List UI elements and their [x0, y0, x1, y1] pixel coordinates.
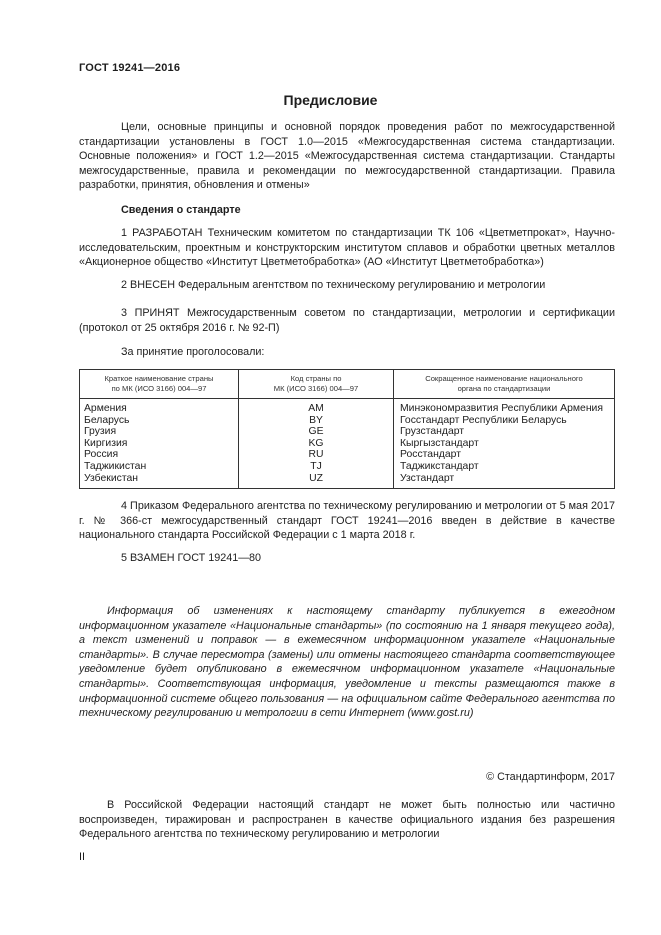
country-name: Грузия: [80, 426, 239, 438]
table-row: [80, 473, 615, 489]
table-row: [80, 415, 615, 427]
item-1-developed-by: 1 РАЗРАБОТАН Техническим комитетом по стандартизации ТК 106 «Цветметпрокат», Научно-исследовательским, проектным и конструкторским институтом сплавов и обработки цветных металлов «Акционерное общество «Институт Цветметобработка» (АО «Институт Цветметобработка»): [79, 227, 615, 269]
table-row: [80, 438, 615, 450]
country-name: Армения: [80, 399, 239, 415]
table-row: [80, 461, 615, 473]
country-name: Таджикистан: [80, 461, 239, 473]
standards-body: Минэкономразвития Республики Армения: [394, 399, 615, 415]
country-name: Беларусь: [80, 415, 239, 427]
standards-body: Росстандарт: [394, 449, 615, 461]
voted-label: За принятие проголосовали:: [121, 346, 265, 358]
country-code: GE: [239, 426, 394, 438]
country-code: AM: [239, 399, 394, 415]
country-code: KG: [239, 438, 394, 450]
copyright-line: © Стандартинформ, 2017: [486, 771, 615, 783]
table-row: [80, 449, 615, 461]
item-3-adopted-by: 3 ПРИНЯТ Межгосударственным советом по стандартизации, метрологии и сертификации (протокол от 25 октября 2016 г. № 92-П): [79, 307, 615, 334]
table-row: [80, 426, 615, 438]
changes-info-notice: Информация об изменениях к настоящему стандарту публикуется в ежегодном информационном указателе «Национальные стандарты» (по состоянию на 1 января текущего года), а текст изменений и поправок — в ежемесячном информационном указателе «Национальные стандарты». В случае пересмотра (замены) или отмены настоящего стандарта соответствующее уведомление будет опубликовано в ежемесячном информационном указателе «Национальные стандарты». Соответствующая информация, уведомление и тексты размещаются также в информационной системе общего пользования — на официальном сайте Федерального агентства по техническому регулированию и метрологии в сети Интернет (www.gost.ru): [79, 605, 615, 720]
page-title: Предисловие: [283, 92, 378, 108]
header-standards-body: Сокращенное наименование национального органа по стандартизации: [394, 370, 615, 399]
country-code: RU: [239, 449, 394, 461]
standards-body: Грузстандарт: [394, 426, 615, 438]
header-country-code: Код страны по МК (ИСО 3166) 004—97: [239, 370, 394, 399]
item-4-enacted-by: 4 Приказом Федерального агентства по техническому регулированию и метрологии от 5 мая 2017 г. № 366-ст межгосударственный стандарт ГОСТ 19241—2016 введен в действие в качестве национального стандарта Российской Федерации с 1 марта 2018 г.: [79, 500, 615, 542]
country-code: TJ: [239, 461, 394, 473]
item-5-replaces: 5 ВЗАМЕН ГОСТ 19241—80: [121, 552, 262, 564]
header-country-name: Краткое наименование страны по МК (ИСО 3166) 004—97: [80, 370, 239, 399]
standards-body: Госстандарт Республики Беларусь: [394, 415, 615, 427]
reproduction-notice: В Российской Федерации настоящий стандарт не может быть полностью или частично воспроизведен, тиражирован и распространен в качестве официального издания без разрешения Федерального агентства по техническому регулированию и метрологии: [79, 799, 615, 841]
standards-body: Таджикстандарт: [394, 461, 615, 473]
section-subtitle: Сведения о стандарте: [121, 204, 241, 216]
country-name: Киргизия: [80, 438, 239, 450]
voting-countries-table: [79, 369, 615, 489]
table-row: [80, 399, 615, 415]
country-code: UZ: [239, 473, 394, 489]
document-header: ГОСТ 19241—2016: [79, 62, 181, 74]
item-2-submitted-by: 2 ВНЕСЕН Федеральным агентством по техническому регулированию и метрологии: [121, 279, 546, 291]
table-header-row: [80, 370, 615, 399]
intro-paragraph: Цели, основные принципы и основной порядок проведения работ по межгосударственной стандартизации установлены в ГОСТ 1.0—2015 «Межгосударственная система стандартизации. Основные положения» и ГОСТ 1.2—2015 «Межгосударственная система стандартизации. Стандарты межгосударственные, правила и рекомендации по межгосударственной стандартизации. Правила разработки, принятия, обновления и отмены»: [79, 121, 615, 192]
standards-body: Кыргызстандарт: [394, 438, 615, 450]
country-code: BY: [239, 415, 394, 427]
standards-body: Узстандарт: [394, 473, 615, 489]
page-number: II: [79, 851, 85, 863]
country-name: Узбекистан: [80, 473, 239, 489]
country-name: Россия: [80, 449, 239, 461]
